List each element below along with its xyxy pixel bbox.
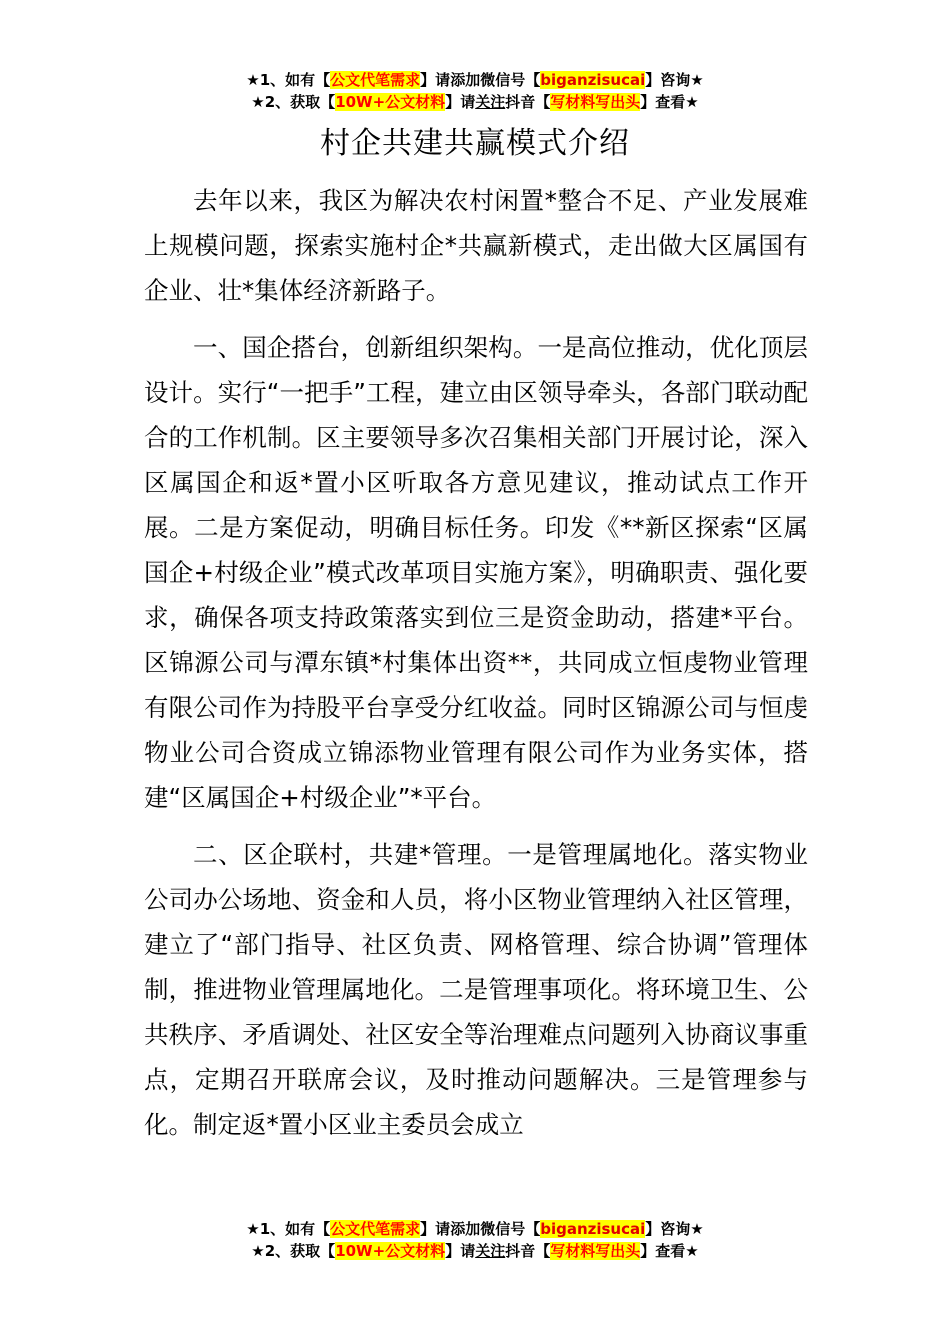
- paragraph-intro: 去年以来，我区为解决农村闲置*整合不足、产业发展难上规模问题，探索实施村企*共赢新模式，走出做大区属国有企业、壮*集体经济新路子。: [144, 186, 808, 305]
- banner-highlight: 10W+公文材料: [335, 93, 446, 111]
- banner-text: 】请: [445, 93, 476, 111]
- banner-highlight: 公文代笔需求: [330, 71, 421, 89]
- document-body: [144, 178, 808, 1159]
- banner-highlight-douyin: 写材料写出头: [550, 93, 641, 111]
- banner-text: ★2、获取【: [251, 1242, 336, 1260]
- banner-text: 微信号【: [480, 1220, 541, 1238]
- banner-highlight-douyin: 写材料写出头: [550, 1242, 641, 1260]
- banner-text: 】请: [445, 1242, 476, 1260]
- banner-line-1: [0, 69, 950, 91]
- banner-emphasis: 添加: [450, 1220, 481, 1238]
- banner-text: 】咨询★: [645, 1220, 704, 1238]
- banner-text: 】请: [420, 1220, 451, 1238]
- paragraph-section-2: 二、区企联村，共建*管理。一是管理属地化。落实物业公司办公场地、资金和人员，将小区物业管理纳入社区管理，建立了“部门指导、社区负责、网格管理、综合协调”管理体制，推进物业管理属地化。二是管理事项化。将环境卫生、公共秩序、矛盾调处、社区安全等治理难点问题列入协商议事重点，定期召开联席会议，及时推动问题解决。三是管理参与化。制定返*置小区业主委员会成立: [144, 840, 808, 1139]
- banner-highlight-wechat: biganzisucai: [540, 71, 646, 89]
- banner-text: ★1、如有【: [246, 71, 331, 89]
- footer-banner: [0, 1218, 950, 1262]
- banner-emphasis: 关注: [475, 1242, 506, 1260]
- banner-text: ★1、如有【: [246, 1220, 331, 1238]
- banner-line-1: [0, 1218, 950, 1240]
- banner-line-2: [0, 1240, 950, 1262]
- banner-emphasis: 关注: [475, 93, 506, 111]
- banner-text: 】查看★: [640, 1242, 699, 1260]
- document-title: 村企共建共赢模式介绍: [320, 126, 630, 161]
- banner-text: 】请: [420, 71, 451, 89]
- banner-text: 】查看★: [640, 93, 699, 111]
- banner-highlight-wechat: biganzisucai: [540, 1220, 646, 1238]
- banner-emphasis: 添加: [450, 71, 481, 89]
- banner-text: 微信号【: [480, 71, 541, 89]
- banner-text: ★2、获取【: [251, 93, 336, 111]
- banner-highlight: 公文代笔需求: [330, 1220, 421, 1238]
- banner-text: 抖音【: [505, 1242, 551, 1260]
- banner-highlight: 10W+公文材料: [335, 1242, 446, 1260]
- banner-line-2: [0, 91, 950, 113]
- header-banner: [0, 69, 950, 113]
- banner-text: 】咨询★: [645, 71, 704, 89]
- banner-text: 抖音【: [505, 93, 551, 111]
- paragraph-section-1: 一、国企搭台，创新组织架构。一是高位推动，优化顶层设计。实行“一把手”工程，建立由区领导牵头，各部门联动配合的工作机制。区主要领导多次召集相关部门开展讨论，深入区属国企和返*置小区听取各方意见建议，推动试点工作开展。二是方案促动，明确目标任务。印发《**新区探索“区属国企+村级企业”模式改革项目实施方案》，明确职责、强化要求，确保各项支持政策落实到位三是资金助动，搭建*平台。区锦源公司与潭东镇*村集体出资**，共同成立恒虔物业管理有限公司作为持股平台享受分红收益。同时区锦源公司与恒虔物业公司合资成立锦添物业管理有限公司作为业务实体，搭建“区属国企+村级企业”*平台。: [144, 333, 808, 812]
